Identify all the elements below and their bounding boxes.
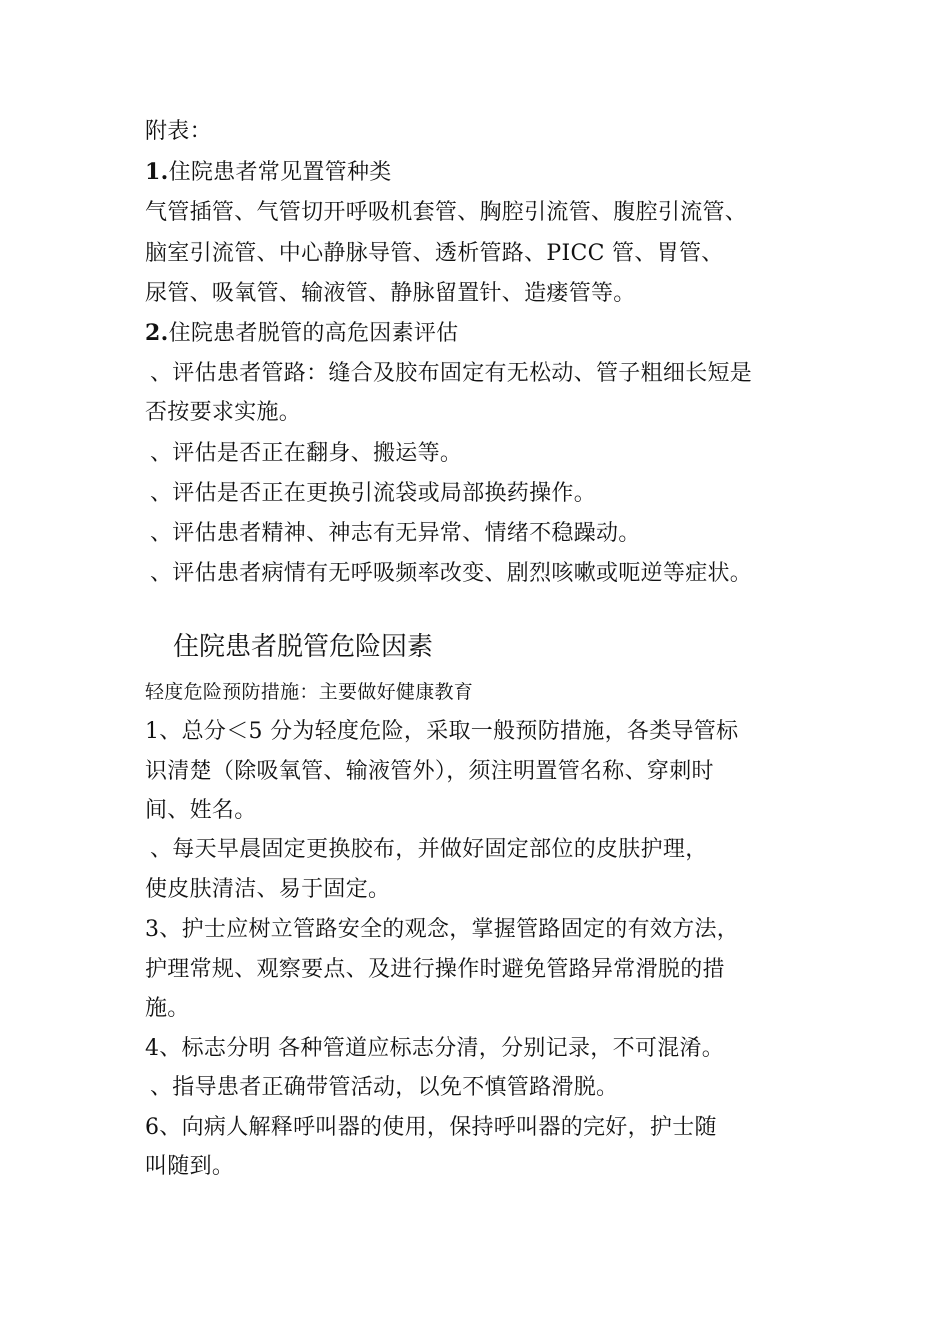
risk-line-6: 3、护士应树立管路安全的观念，掌握管路固定的有效方法， <box>145 917 740 942</box>
risk-line-9: 4、标志分明 各种管道应标志分清，分别记录，不可混淆。 <box>145 1036 725 1061</box>
section1-title: 住院患者常见置管种类 <box>168 160 392 185</box>
section2-number: 2. <box>145 320 169 346</box>
section2-line-2: 否按要求实施。 <box>145 400 302 425</box>
section2-line-4: 、评估是否正在更换引流袋或局部换药操作。 <box>150 481 597 506</box>
section2-title: 住院患者脱管的高危因素评估 <box>168 321 459 346</box>
risk-line-7: 护理常规、观察要点、及进行操作时避免管路异常滑脱的措 <box>145 957 725 982</box>
section1-number: 1. <box>145 159 169 185</box>
risk-line-12: 叫随到。 <box>145 1154 235 1179</box>
section1-line-2: 脑室引流管、中心静脉导管、透析管路、PICC 管、胃管、 <box>145 241 724 266</box>
risk-line-1: 1、总分＜5 分为轻度危险，采取一般预防措施，各类导管标 <box>145 719 739 744</box>
risk-line-3: 间、姓名。 <box>145 798 257 823</box>
section1-line-3: 尿管、吸氧管、输液管、静脉留置针、造瘘管等。 <box>145 281 636 306</box>
risk-line-4: 、每天早晨固定更换胶布，并做好固定部位的皮肤护理， <box>150 837 708 862</box>
section2-line-3: 、评估是否正在翻身、搬运等。 <box>150 441 463 466</box>
section2-line-1: 、评估患者管路：缝合及胶布固定有无松动、管子粗细长短是 <box>150 361 753 386</box>
section2-line-5: 、评估患者精神、神志有无异常、情绪不稳躁动。 <box>150 521 641 546</box>
risk-heading: 住院患者脱管危险因素 <box>173 632 434 662</box>
risk-line-8: 施。 <box>145 996 190 1021</box>
risk-line-5: 使皮肤清洁、易于固定。 <box>145 877 391 902</box>
section2-heading <box>145 318 458 349</box>
appendix-label: 附表： <box>145 119 212 144</box>
risk-subheading: 轻度危险预防措施：主要做好健康教育 <box>145 681 474 703</box>
section1-heading <box>145 157 392 188</box>
section1-line-1: 气管插管、气管切开呼吸机套管、胸腔引流管、腹腔引流管、 <box>145 200 748 225</box>
risk-line-11: 6、向病人解释呼叫器的使用，保持呼叫器的完好，护士随 <box>145 1115 717 1140</box>
risk-line-10: 、指导患者正确带管活动，以免不慎管路滑脱。 <box>150 1075 619 1100</box>
risk-line-2: 识清楚（除吸氧管、输液管外），须注明置管名称、穿刺时 <box>145 759 714 784</box>
section2-line-6: 、评估患者病情有无呼吸频率改变、剧烈咳嗽或呃逆等症状。 <box>150 561 753 586</box>
